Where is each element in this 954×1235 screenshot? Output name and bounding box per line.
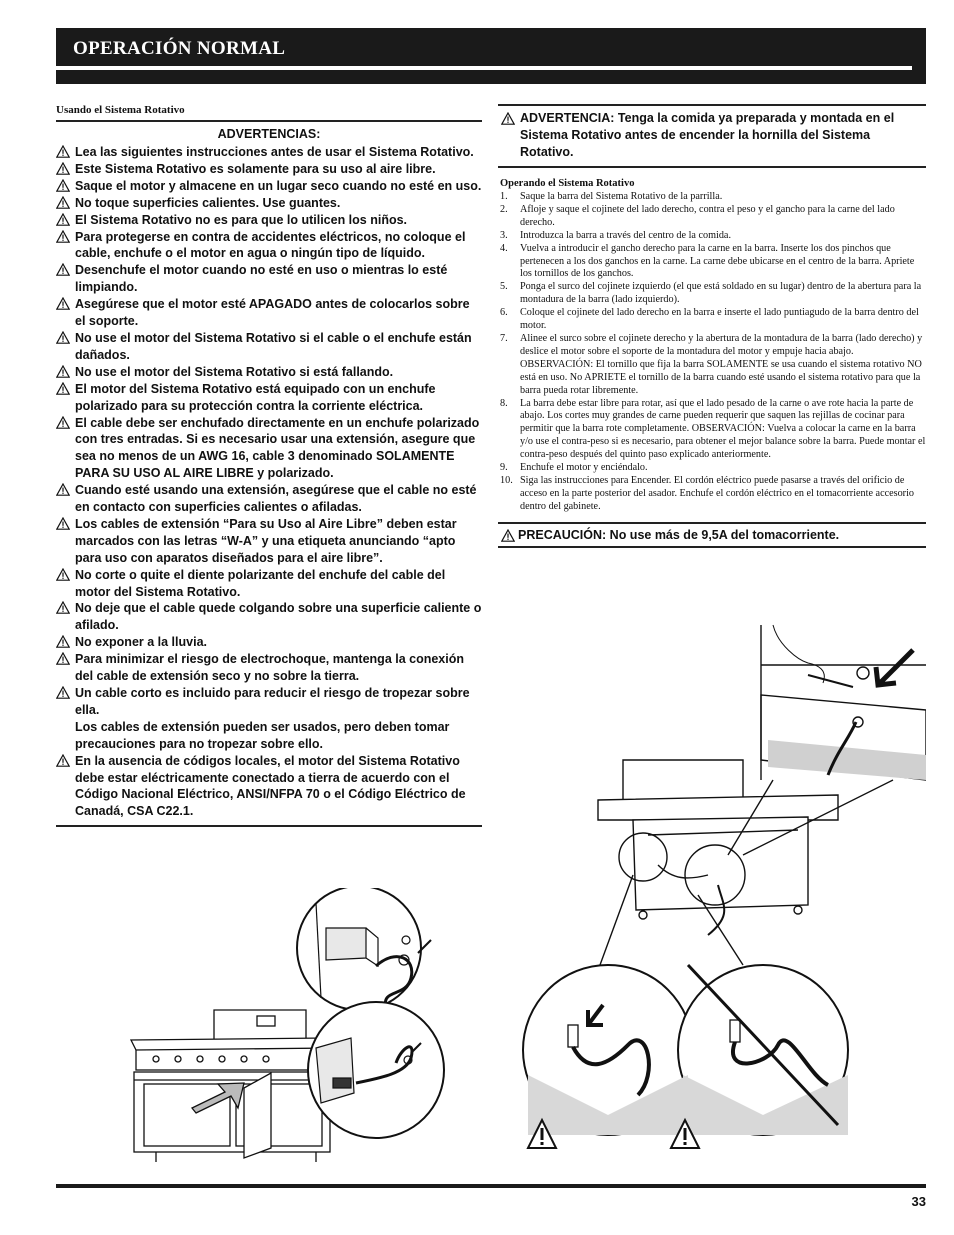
warning-item: No exponer a la lluvia. <box>56 634 482 651</box>
footer-rule <box>56 1184 926 1188</box>
warning-item: El motor del Sistema Rotativo está equipado con un enchufe polarizado para su protección contra la corriente eléctrica. <box>56 381 482 415</box>
warning-icon <box>56 331 70 344</box>
warning-icon <box>56 568 70 581</box>
warnings-title: ADVERTENCIAS: <box>217 127 321 141</box>
advertencia-text: ADVERTENCIA: Tenga la comida ya preparada y montada en el Sistema Rotativo antes de encender la hornilla del Sistema Rotativo. <box>498 110 926 161</box>
warning-icon <box>56 162 70 175</box>
page-title: OPERACIÓN NORMAL <box>73 38 286 59</box>
step-item: 2. Afloje y saque el cojinete del lado derecho, contra el peso y el gancho para la carne del lado derecho. <box>500 203 895 228</box>
section-end-rule <box>56 825 482 827</box>
grill-rotisserie-illustration <box>126 888 456 1178</box>
warning-item: Un cable corto es incluido para reducir el riesgo de tropezar sobre ella. Los cables de extensión pueden ser usados, pero deben tomar precauciones para no tropezar sobre ello. <box>56 685 482 753</box>
steps-list <box>498 191 926 514</box>
left-column <box>56 104 482 827</box>
warning-icon <box>56 230 70 243</box>
warning-item: Saque el motor y almacene en un lugar seco cuando no esté en uso. <box>56 178 482 195</box>
precaucion-box <box>498 522 926 548</box>
warning-item: No corte o quite el diente polarizante del enchufe del cable del motor del Sistema Rotativo. <box>56 567 482 601</box>
warning-icon <box>56 686 70 699</box>
warnings-list <box>56 144 482 820</box>
warning-icon <box>56 635 70 648</box>
right-column <box>498 104 926 548</box>
warning-icon <box>56 652 70 665</box>
header-bar <box>56 28 926 84</box>
advertencia-box <box>498 104 926 168</box>
warning-icon <box>501 529 515 542</box>
step-item: 8. La barra debe estar libre para rotar, así que el lado pesado de la carne o ave rote hacia la parte de abajo. Los cortes muy grandes de carne pueden requerir que saquen las rejillas de cocinar para permitir que la barra rote completamente. OBSERVACIÓN: Vuelva a colocar la carne en la barra y/o use el contra-peso si es necesario, para obtener el mejor balance sobre la barra. Puede montar el contra-peso después del quinto paso explicado anteriormente. <box>500 397 926 461</box>
warning-icon <box>56 196 70 209</box>
warning-item: Lea las siguientes instrucciones antes de usar el Sistema Rotativo. <box>56 144 482 161</box>
cord-routing-illustration <box>508 605 926 1160</box>
warning-icon <box>56 483 70 496</box>
step-item: 7. Alinee el surco sobre el cojinete derecho y la abertura de la montadura de la barra (lado derecho) y deslice el motor sobre el soporte de la montadura del motor y empuje hacia abajo. OBSERVACIÓN: El tornillo que fija la barra SOLAMENTE se usa cuando el sistema rotativo NO está en uso. No APRIETE el tornillo de la barra cuando esté usando el sistema rotativo para que la barra pueda rotar libremente. <box>500 332 923 396</box>
warning-item: El Sistema Rotativo no es para que lo utilicen los niños. <box>56 212 482 229</box>
warning-item: No use el motor del Sistema Rotativo si está fallando. <box>56 364 482 381</box>
step-item: 6. Coloque el cojinete del lado derecho en la barra e inserte el lado puntiagudo de la barra dentro del motor. <box>500 307 919 332</box>
warning-item: Los cables de extensión “Para su Uso al Aire Libre” deben estar marcados con las letras “W-A” y una etiqueta anunciando “apto para uso con aparatos diseñados para el aire libre”. <box>56 516 482 567</box>
warning-item: Este Sistema Rotativo es solamente para su uso al aire libre. <box>56 161 482 178</box>
section-rule <box>56 120 482 122</box>
page-number: 33 <box>911 1194 926 1209</box>
warning-icon <box>501 112 515 125</box>
step-item: 5. Ponga el surco del cojinete izquierdo (el que está soldado en su lugar) dentro de la abertura para la montadura de la barra (lado izquierdo). <box>500 281 922 306</box>
warning-item: Desenchufe el motor cuando no esté en uso o mientras lo esté limpiando. <box>56 262 482 296</box>
warning-item: No deje que el cable quede colgando sobre una superficie caliente o afilado. <box>56 600 482 634</box>
warning-item: Cuando esté usando una extensión, asegúrese que el cable no esté en contacto con superficies calientes o afiladas. <box>56 482 482 516</box>
precaucion-text: PRECAUCIÓN: No use más de 9,5A del tomacorriente. <box>498 528 926 542</box>
warning-icon <box>56 145 70 158</box>
warning-icon <box>56 213 70 226</box>
warning-icon <box>56 601 70 614</box>
step-item: 9. Enchufe el motor y enciéndalo. <box>500 462 648 474</box>
warning-icon <box>56 263 70 276</box>
warning-icon <box>56 416 70 429</box>
warning-icon <box>56 365 70 378</box>
warning-icon <box>56 754 70 767</box>
step-item: 10. Siga las instrucciones para Encender. El cordón eléctrico puede pasarse a través del orificio de acceso en la parte posterior del asador. Enchufe el cordón eléctrico en el tomacorriente accesorio dentro del gabinete. <box>500 474 915 512</box>
warning-item: Para protegerse en contra de accidentes eléctricos, no coloque el cable, enchufe o el motor en agua o ningún tipo de líquido. <box>56 229 482 263</box>
warning-item: Asegúrese que el motor esté APAGADO antes de colocarlos sobre el soporte. <box>56 296 482 330</box>
operating-title: Operando el Sistema Rotativo <box>500 178 635 189</box>
warning-icon <box>56 179 70 192</box>
section-title: Usando el Sistema Rotativo <box>56 104 185 116</box>
step-item: 3. Introduzca la barra a través del centro de la comida. <box>500 229 731 241</box>
warning-icon <box>56 297 70 310</box>
warning-item: Para minimizar el riesgo de electrochoque, mantenga la conexión del cable de extensión seco y no sobre la tierra. <box>56 651 482 685</box>
warning-icon <box>56 517 70 530</box>
warning-item: No toque superficies calientes. Use guantes. <box>56 195 482 212</box>
warning-item: En la ausencia de códigos locales, el motor del Sistema Rotativo debe estar eléctricamente conectado a tierra de acuerdo con el Código Nacional Eléctrico, ANSI/NFPA 70 o el Código Eléctrico de Canadá, CSA C22.1. <box>56 753 482 821</box>
step-item: 1. Saque la barra del Sistema Rotativo de la parrilla. <box>500 191 723 202</box>
cable-note: Los cables de extensión pueden ser usados, pero deben tomar precauciones para no tropezar sobre ello. <box>75 719 450 751</box>
warning-icon <box>56 382 70 395</box>
header-rule <box>56 66 912 70</box>
step-item: 4. Vuelva a introducir el gancho derecho para la carne en la barra. Inserte los dos pinchos que pertenecen a los dos ganchos en la carne. La carne debe ubicarse en el centro de la barra. Apriete los tornillos de los ganchos. <box>500 242 915 280</box>
warning-item: No use el motor del Sistema Rotativo si el cable o el enchufe están dañados. <box>56 330 482 364</box>
warning-item: El cable debe ser enchufado directamente en un enchufe polarizado con tres entradas. Si es necesario usar una extensión, asegure que sea no menos de un AWG 16, cable 3 denominado SOLAMENTE PARA SU USO AL AIRE LIBRE y polarizado. <box>56 415 482 483</box>
